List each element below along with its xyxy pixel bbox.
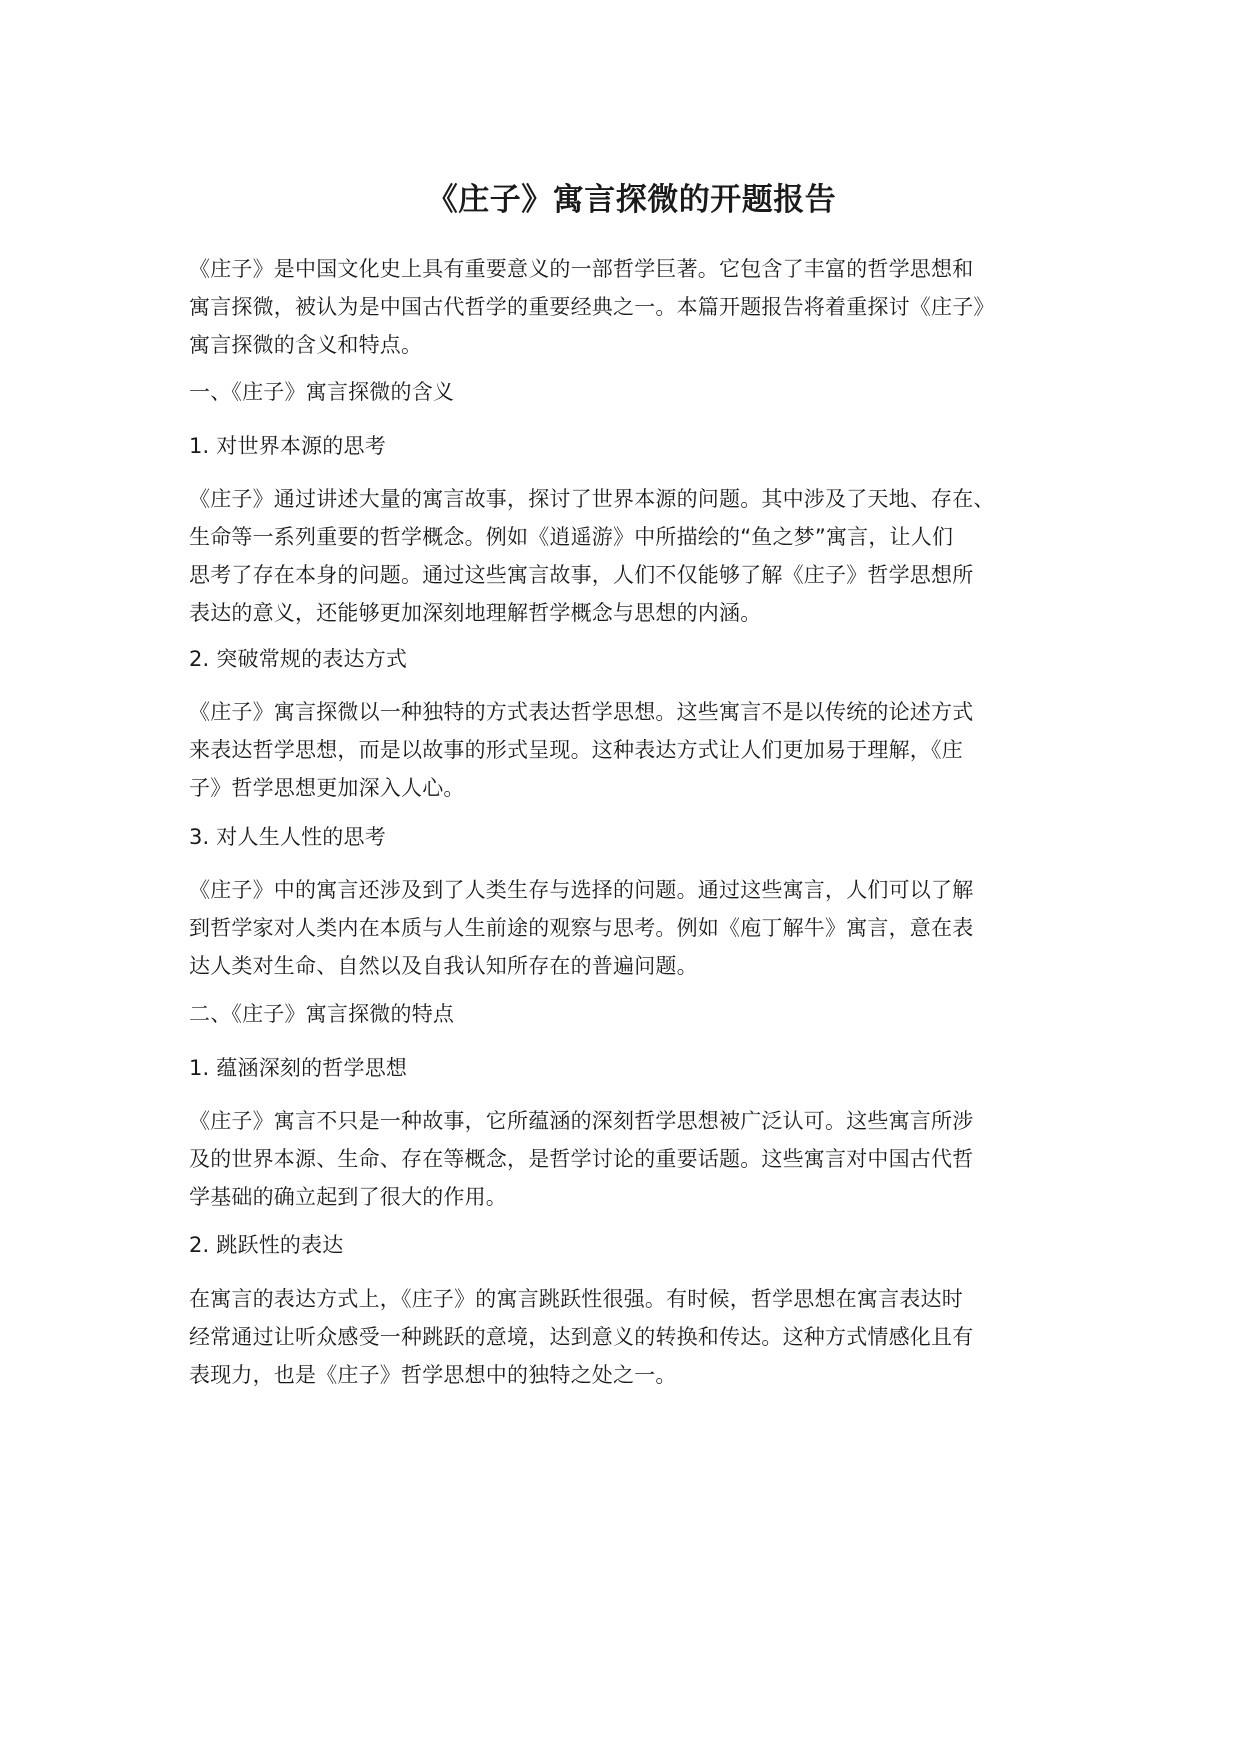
paragraph-1-1 xyxy=(189,480,1074,632)
text-line: 子》哲学思想更加深入人心。 xyxy=(189,776,465,800)
text-line: 表达的意义，还能够更加深刻地理解哲学概念与思想的内涵。 xyxy=(189,601,762,625)
heading-text: 1. 对世界本源的思考 xyxy=(189,434,386,458)
paragraph-2-1 xyxy=(189,1102,1074,1216)
subsection-heading-2-1 xyxy=(189,1049,1074,1087)
paragraph-2-2 xyxy=(189,1280,1074,1394)
subsection-heading-2-2 xyxy=(189,1226,1074,1264)
section-heading-1 xyxy=(189,373,1074,411)
text-line: 《庄子》通过讲述大量的寓言故事，探讨了世界本源的问题。其中涉及了天地、存在、 xyxy=(189,487,995,511)
text-line: 来表达哲学思想，而是以故事的形式呈现。这种表达方式让人们更加易于理解，《庄 xyxy=(189,738,963,762)
heading-text: 1. 蕴涵深刻的哲学思想 xyxy=(189,1056,408,1080)
heading-text: 二、《庄子》寓言探微的特点 xyxy=(189,1002,455,1026)
text-line: 寓言探微的含义和特点。 xyxy=(189,333,423,357)
text-line: 生命等一系列重要的哲学概念。例如《逍遥游》中所描绘的“鱼之梦”寓言，让人们 xyxy=(189,525,954,549)
text-line: 学基础的确立起到了很大的作用。 xyxy=(189,1185,507,1209)
text-line: 及的世界本源、生命、存在等概念，是哲学讨论的重要话题。这些寓言对中国古代哲 xyxy=(189,1147,974,1171)
subsection-heading-1-2 xyxy=(189,640,1074,678)
subsection-heading-1-3 xyxy=(189,818,1074,856)
heading-text: 2. 跳跃性的表达 xyxy=(189,1233,344,1257)
text-line: 到哲学家对人类内在本质与人生前途的观察与思考。例如《庖丁解牛》寓言，意在表 xyxy=(189,916,974,940)
text-line: 《庄子》寓言不只是一种故事，它所蕴涵的深刻哲学思想被广泛认可。这些寓言所涉 xyxy=(189,1109,974,1133)
subsection-heading-1-1 xyxy=(189,427,1074,465)
text-line: 《庄子》中的寓言还涉及到了人类生存与选择的问题。通过这些寓言，人们可以了解 xyxy=(189,878,974,902)
text-line: 《庄子》寓言探微以一种独特的方式表达哲学思想。这些寓言不是以传统的论述方式 xyxy=(189,700,974,724)
text-line: 达人类对生命、自然以及自我认知所存在的普遍问题。 xyxy=(189,954,698,978)
text-line: 在寓言的表达方式上，《庄子》的寓言跳跃性很强。有时候，哲学思想在寓言表达时 xyxy=(189,1287,963,1311)
section-heading-2 xyxy=(189,995,1074,1033)
text-line: 思考了存在本身的问题。通过这些寓言故事，人们不仅能够了解《庄子》哲学思想所 xyxy=(189,563,974,587)
heading-text: 3. 对人生人性的思考 xyxy=(189,825,386,849)
paragraph-1-2 xyxy=(189,693,1074,807)
heading-text: 一、《庄子》寓言探微的含义 xyxy=(189,380,455,404)
document-title: 《庄子》寓言探微的开题报告 xyxy=(426,182,837,218)
text-line: 经常通过让听众感受一种跳跃的意境，达到意义的转换和传达。这种方式情感化且有 xyxy=(189,1325,974,1349)
heading-text: 2. 突破常规的表达方式 xyxy=(189,647,408,671)
text-line: 表现力，也是《庄子》哲学思想中的独特之处之一。 xyxy=(189,1363,677,1387)
paragraph-1-3 xyxy=(189,871,1074,985)
text-line: 《庄子》是中国文化史上具有重要意义的一部哲学巨著。它包含了丰富的哲学思想和 xyxy=(189,257,974,281)
intro-paragraph xyxy=(189,250,1074,364)
text-line: 寓言探微，被认为是中国古代哲学的重要经典之一。本篇开题报告将着重探讨《庄子》 xyxy=(189,295,995,319)
